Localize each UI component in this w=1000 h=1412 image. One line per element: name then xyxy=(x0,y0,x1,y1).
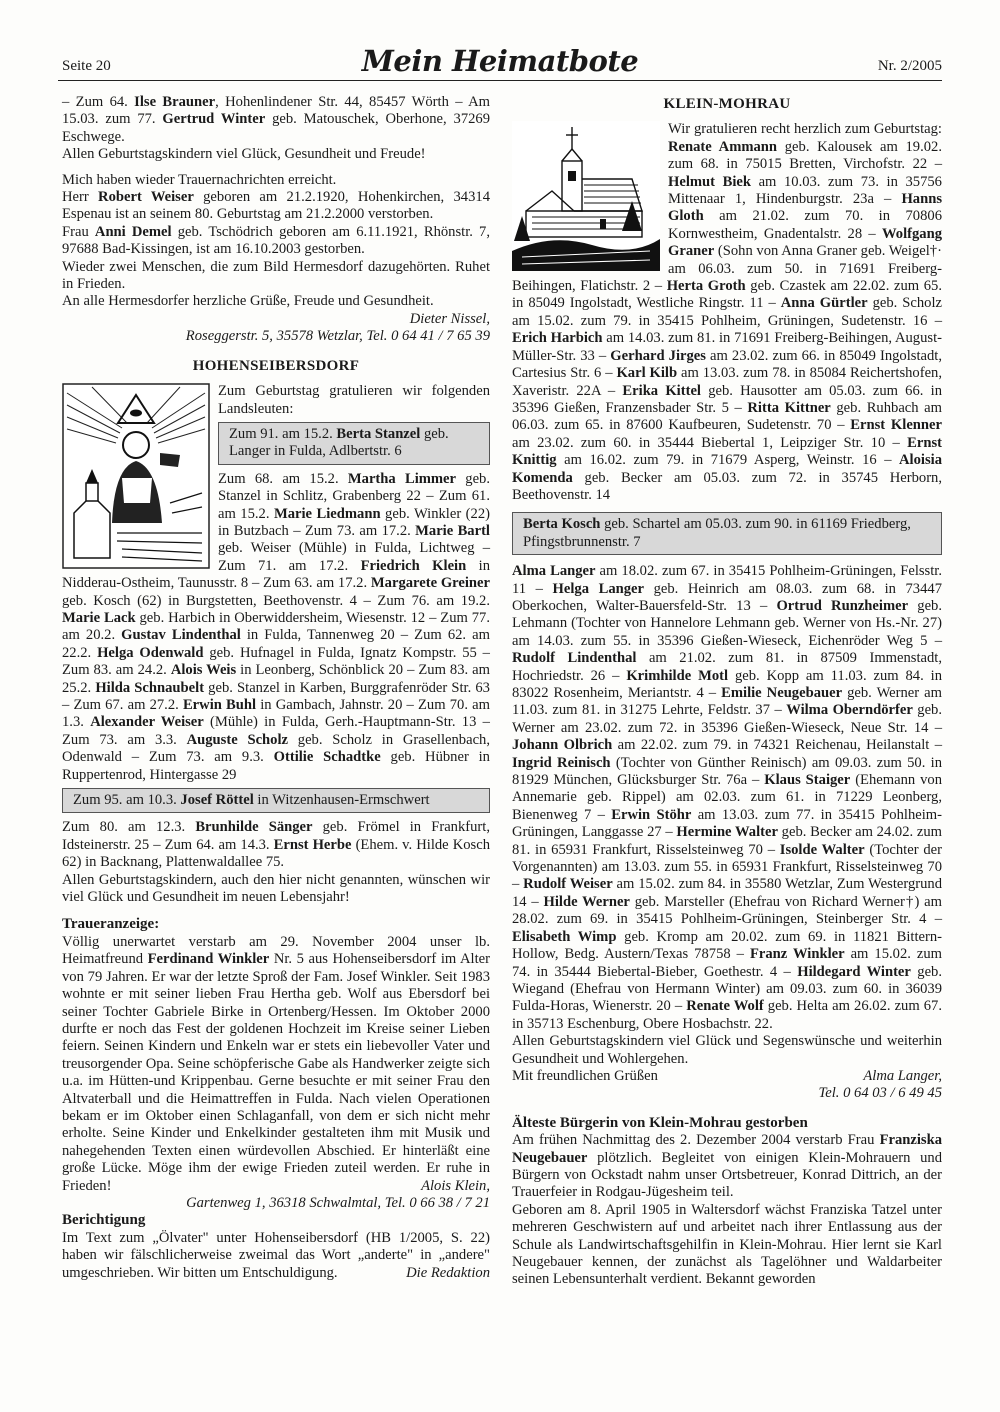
name-highlight: Ernst Klenner xyxy=(850,417,942,434)
name-highlight: Alexander Weiser xyxy=(90,714,204,731)
text-run: geb. Weiser (Mühle) in Fulda, Lichtweg – Zum 71. am 17.2. xyxy=(218,540,490,574)
text-run: am 13.03. zum 77. in 35415 Pohlheim-Grüningen, Langgasse 27 – xyxy=(512,806,942,841)
name-highlight: Berta Kosch xyxy=(523,516,601,533)
name-highlight: Erwin Buhl xyxy=(182,697,257,713)
text-run: Zum 68. am 15.2. xyxy=(218,470,348,487)
name-highlight: Emilie Neugebauer xyxy=(721,685,843,701)
text-run: in Leonberg, Schönblick 20 – Zum 83. am 25.2. xyxy=(62,662,490,696)
text-run: geb. Langer in Fulda, Adlbertstr. 6 xyxy=(229,425,449,460)
name-highlight: Rudolf Weiser xyxy=(523,876,613,893)
name-highlight: Johann Olbrich xyxy=(512,737,613,754)
text-run: geb. Hufnagel in Fulda, Ignatz Kompstr. 55 – Zum 83. am 24.2. xyxy=(62,644,490,679)
name-highlight: Ernst Herbe xyxy=(273,836,352,853)
name-highlight: Gertrud Winter xyxy=(162,111,266,128)
name-highlight: Gerhard Jirges xyxy=(610,347,706,364)
obituary-weiser xyxy=(62,189,490,224)
text-run: Nr. 5 aus Hohenseibersdorf im Alter von 79 Jahren. Er war der letzte Sproß der Fam. Josef Winkler. Seit 1983 wohnte er mit seiner lieben Frau Hertha geb. Wolf aus Ebersdorf bei seiner Tochter Gabriele Birke in Ortenberg/Hessen. Im Oktober 2000 durfte er noch das Fest der goldenen Hochzeit im Kreise seiner Lieben feiern. Seinen Kindern und Enkeln war er stets ein liebevoller Vater und treusorgender Opa. Seine schöpferische Gabe als Handwerker zeigte sich u.a. im Hütten-und Krippenbau. Gerne besuchte er mit seiner Frau den Altvaterball und die Heimattreffen in Fulda. Nach vielen Operationen bekam er im Oktober einen Schlaganfall, von dem er sich nicht mehr erholte. Seine Kinder und Enkelkinder gestalteten ihm mit Musik und nahegehenden Texten einen würdevollen Abschied. Er hinterläßt eine große Lücke. Möge ihm der ewige Frieden zuteil werden. Er ruhe in Frieden! xyxy=(62,951,490,1194)
hohenseibersdorf-birthdays-2 xyxy=(62,819,490,871)
woodcut-church-image xyxy=(512,121,660,271)
name-highlight: Hermine Walter xyxy=(676,824,778,841)
text-run: Wir gratulieren recht herzlich zum Geburtstag: xyxy=(668,121,942,138)
text-run: plötzlich. Begleitet von einigen Klein-Mohrauern und Bürgern von Ockstadt nahm unser Ortsbetreuer, Konrad Dittrich, an der Trauerfeier in Rodgau-Jügesheim teil. xyxy=(512,1149,942,1201)
text-run: geb. Lehmann (Tochter von Hannelore Lehmann geb. Werner von Hs.-Nr. 27) am 14.03. zum 55. in 35396 Gießen-Wieseck, Eichenröder Weg 5 – xyxy=(512,597,943,649)
text-run: am 13.03. zum 78. in 85084 Reichertshofen, Xaveristr. 22A – xyxy=(512,365,943,399)
header-rule xyxy=(58,80,942,81)
text-run: geb. Stanzel in Schlitz, Grabenberg 22 – Zum 61. am 15.2. xyxy=(218,470,490,522)
berichtigung-text: Im Text zum „Ölvater" unter Hohenseibersdorf (HB 1/2005, S. 22) haben wir fälschlicherweise zweimal das Wort „anderte" in „andere" umgeschrieben. Wir bitten um Entschuldigung. xyxy=(62,1229,490,1281)
signature-langer: Alma Langer, xyxy=(863,1067,942,1084)
name-highlight: Marie Lack xyxy=(62,609,136,626)
name-highlight: Hilda Schnaubelt xyxy=(95,679,205,696)
name-highlight: Hildegard Winter xyxy=(797,963,911,980)
text-run: in Gambach, Jahnstr. 20 – Zum 70. am 1.3. xyxy=(62,697,490,731)
text-run: geb. Tschödrich geboren am 6.11.1921, Rhönstr. 7, 97688 Bad-Kissingen, ist am 16.10.2003 gestorben. xyxy=(62,223,491,258)
name-highlight: Elisabeth Wimp xyxy=(512,928,617,945)
text-run: (Ehemann von Annemarie geb. Rippel) am 02.03. zum 61. in 71229 Leonberg, Bienenweg 7 – xyxy=(512,772,942,823)
section-heading-hohenseibersdorf: HOHENSEIBERSDORF xyxy=(192,357,360,374)
name-highlight: Wolfgang Graner xyxy=(668,225,942,260)
berichtigung-heading: Berichtigung xyxy=(62,1212,146,1229)
name-highlight: Franz Winkler xyxy=(749,946,845,963)
name-highlight: Anni Demel xyxy=(94,223,172,240)
traueranzeige-text xyxy=(62,934,490,1195)
name-highlight: Erika Kittel xyxy=(622,382,701,399)
text-run: Herr xyxy=(62,189,99,206)
name-highlight: Franziska Neugebauer xyxy=(512,1132,942,1166)
name-highlight: Helmut Biek xyxy=(668,173,751,190)
name-highlight: Ortrud Runzheimer xyxy=(776,597,909,614)
text-run: geb. Kopp am 11.03. zum 84. in 83022 Rosenheim, Meriantstr. 4 – xyxy=(512,667,942,701)
text-run: geb. Kosch (62) in Burgstetten, Beethovenstr. 4 – Zum 76. am 19.2. xyxy=(62,592,490,609)
berichtigung-signature: Die Redaktion xyxy=(406,1264,490,1281)
name-highlight: Hilde Werner xyxy=(543,893,630,910)
text-run: am 21.02. zum 81. in 87509 Immenstadt, Hochriedstr. 26 – xyxy=(512,650,943,684)
signature-address: Roseggerstr. 5, 35578 Wetzlar, Tel. 0 64 41 / 7 65 39 xyxy=(185,328,490,345)
name-highlight: Isolde Walter xyxy=(779,841,865,858)
text-run: geb. Kalousek am 19.02. zum 68. in 75015 Bretten, Virchofstr. 22 – xyxy=(668,138,942,173)
name-highlight: Wilma Oberndörfer xyxy=(786,702,913,719)
name-highlight: Erwin Stöhr xyxy=(611,806,692,823)
text-run: geb. Ruhbach am 06.03. zum 65. in 87600 Kaufbeuren, Sudetenstr. 70 – xyxy=(512,399,942,434)
text-run: geb. Scholz in Grasellenbach, Odenwald – Zum 73. am 9.3. xyxy=(62,731,490,766)
text-run: geb. Frömel in Frankfurt, Idsteinerstr. 25 – Zum 64. am 14.3. xyxy=(62,819,490,853)
name-highlight: Martha Limmer xyxy=(347,470,457,487)
newspaper-title: Mein Heimatbote xyxy=(361,44,639,78)
name-highlight: Gustav Lindenthal xyxy=(121,627,241,644)
klein-mohrau-birthdays-2 xyxy=(512,563,942,1033)
name-highlight: Alma Langer xyxy=(512,563,596,580)
left-column xyxy=(62,94,490,1282)
text-run: am 10.03. zum 73. in 35756 Mittenaar 1, Hindenburgstr. 23a – xyxy=(668,173,942,208)
name-highlight: Auguste Scholz xyxy=(186,731,289,748)
highlight-box-stanzel xyxy=(218,422,490,465)
text-run: Zum 91. am 15.2. xyxy=(229,425,337,442)
text-run: geb. Marsteller (Ehefrau von Richard Werner†) am 28.02. zum 69. in 35415 Pohlheim-Grüningen, Steinberger Str. 4 – xyxy=(512,893,942,928)
name-highlight: Herta Groth xyxy=(666,278,746,295)
highlight-box-kosch xyxy=(512,512,942,555)
signature-name: Dieter Nissel, xyxy=(409,310,490,327)
name-highlight: Ingrid Reinisch xyxy=(512,754,611,771)
text-run: am 23.02. zum 60. in 35444 Biebertal 1, Leipziger Str. 10 – xyxy=(512,434,908,451)
birthday-wish: Allen Geburtstagskindern viel Glück, Gesundheit und Freude! xyxy=(62,146,426,163)
text-run: geb. Helta am 26.02. zum 67. in 35713 Eschenburg, Obere Hosbachstr. 22. xyxy=(512,998,942,1032)
text-run: – Zum 64. xyxy=(62,94,135,110)
text-run: Zum 95. am 10.3. xyxy=(73,792,181,809)
text-run: geb. Hausotter am 05.03. zum 66. in 35396 Gießen, Franzensbader Str. 5 – xyxy=(512,382,942,416)
birthday-list-continued xyxy=(62,94,490,146)
text-run: geb. Winkler (22) in Butzbach – Zum 73. am 17.2. xyxy=(218,505,490,539)
text-run: , Hohenlindener Str. 44, 85457 Wörth – Am 15.03. zum 77. xyxy=(62,94,490,128)
text-run: am 14.03. zum 81. in 71691 Freiberg-Beihingen, August-Müller-Str. 33 – xyxy=(512,330,942,364)
text-run: geb. Scholz am 15.02. zum 79. in 35415 Pohlheim, Grüningen, Sudetenstr. 16 – xyxy=(512,295,942,329)
klein-mohrau-wish: Allen Geburtstagskindern viel Glück und Segenswünsche und weiterhin Gesundheit und Wohlergehen. xyxy=(512,1033,942,1067)
text-run: Völlig unerwartet verstarb am 29. November 2004 unser lb. Heimatfreund xyxy=(62,933,490,968)
name-highlight: Renate Ammann xyxy=(668,138,778,155)
obituary-intro: Mich haben wieder Trauernachrichten erreicht. xyxy=(62,171,337,188)
name-highlight: Berta Stanzel xyxy=(336,425,421,442)
text-run: geb. Becker am 05.03. zum 72. in 35745 Herborn, Beethovenstr. 14 xyxy=(512,469,942,503)
name-highlight: Ottilie Schadtke xyxy=(273,749,381,766)
name-highlight: Aloisia Komenda xyxy=(512,452,942,486)
name-highlight: Klaus Staiger xyxy=(764,772,851,789)
traueranzeige-signature: Alois Klein, xyxy=(421,1177,490,1194)
name-highlight: Helga Langer xyxy=(552,580,644,597)
text-run: geb. Heinrich am 08.03. zum 68. in 73447 Oberkochen, Walter-Bauersfeld-Str. 13 – xyxy=(512,580,942,614)
name-highlight: Renate Wolf xyxy=(686,998,764,1015)
name-highlight: Margarete Greiner xyxy=(370,575,490,592)
text-run: geb. Kromp am 20.02. zum 69. in 11821 Bittern-Hollow, Bedg. Austern/Texas 78758 – xyxy=(512,928,942,963)
text-run: am 18.02. zum 67. in 35415 Pohlheim-Grüningen, Felsstr. 11 – xyxy=(512,563,942,597)
text-run: (Mühle) in Fulda, Gerh.-Hauptmann-Str. 13 – Zum 73. am 3.3. xyxy=(62,714,490,748)
traueranzeige-heading: Traueranzeige: xyxy=(62,916,160,933)
text-run: (Tochter der Vorgenannten) am 13.03. zum 55. in 65931 Frankfurt, Risselsteinweg 70 – xyxy=(512,841,942,893)
name-highlight: Ferdinand Winkler xyxy=(147,951,270,968)
obituary-neugebauer-1 xyxy=(512,1132,942,1202)
woodcut-saint-image xyxy=(62,383,210,569)
name-highlight: Anna Gürtler xyxy=(780,295,868,312)
issue-number: Nr. 2/2005 xyxy=(877,58,942,74)
obituary-demel xyxy=(62,224,490,259)
section-heading-klein-mohrau: KLEIN-MOHRAU xyxy=(663,96,791,112)
text-run: geb. Werner am 23.02. zum 72. in 35396 Gießen-Wieseck, Neue Str. 14 – xyxy=(512,702,943,736)
text-run: (Ehem. v. Hilde Kosch 62) in Backnang, Plattenwaldallee 75. xyxy=(62,836,491,871)
text-run: geb. Stanzel in Karben, Burggrafenröder Str. 63 – Zum 67. am 27.2. xyxy=(62,679,490,713)
name-highlight: Helga Odenwald xyxy=(97,644,204,661)
hohenseibersdorf-intro: Zum Geburtstag gratulieren wir folgenden Landsleuten: xyxy=(218,383,490,417)
text-run: geb. Harbich in Oberwiddersheim, Wiesenstr. 12 – Zum 77. am 20.2. xyxy=(62,609,490,644)
name-highlight: Hanns Gloth xyxy=(668,191,942,225)
text-run: in Witzenhausen-Ermschwert xyxy=(253,792,430,809)
right-column xyxy=(512,94,942,1289)
name-highlight: Rudolf Lindenthal xyxy=(512,650,637,667)
greeting-line: Mit freundlichen Grüßen xyxy=(512,1067,658,1084)
text-run: geboren am 21.2.1920, Hohenkirchen, 34314 Espenau ist an seinem 80. Geburtstag am 21.2.2000 verstorben. xyxy=(62,189,490,223)
highlight-box-roettel xyxy=(62,788,490,813)
text-run: in Nidderau-Ostheim, Taunusstr. 8 – Zum 63. am 17.2. xyxy=(62,557,491,592)
name-highlight: Ritta Kittner xyxy=(747,399,831,416)
text-run: Am frühen Nachmittag des 2. Dezember 2004 verstarb Frau xyxy=(512,1132,880,1149)
name-highlight: Ilse Brauner xyxy=(134,94,216,110)
text-run: in Fulda, Tannenweg 20 – Zum 62. am 22.2. xyxy=(62,627,490,661)
name-highlight: Brunhilde Sänger xyxy=(195,819,313,836)
name-highlight: Marie Bartl xyxy=(415,522,490,539)
text-run: am 15.02. zum 84. in 35580 Wetzlar, Zum Westergrund 14 – xyxy=(512,876,942,910)
text-run: geb. Becker am 24.02. zum 81. in 65931 Frankfurt, Risselsteinweg 70 – xyxy=(512,824,943,858)
text-run: geb. Czastek am 22.02. zum 65. in 85049 Ingolstadt, Westliche Ringstr. 11 – xyxy=(512,278,942,312)
name-highlight: Friedrich Klein xyxy=(360,557,467,574)
signature-langer-phone: Tel. 0 64 03 / 6 49 45 xyxy=(818,1085,942,1102)
text-run: am 23.02. zum 66. in 85049 Ingolstadt, Cartesius Str. 6 – xyxy=(512,347,942,382)
text-run: am 16.02. zum 79. in 71679 Asperg, Weinstr. 16 – xyxy=(556,452,900,469)
text-run: geb. Wiegand (Ehefrau von Hermann Winter) am 09.03. zum 60. in 36039 Fulda-Horas, Wienerstr. 20 – xyxy=(512,963,942,1015)
text-run: (Sohn von Anna Graner geb. Weigel†· am 06.03. zum 50. in 71691 Freiberg-Beihingen, Flatichstr. 2 – xyxy=(512,243,942,295)
name-highlight: Erich Harbich xyxy=(512,330,603,347)
name-highlight: Krimhilde Motl xyxy=(626,667,729,684)
name-highlight: Ernst Knittig xyxy=(512,434,942,469)
obituary-closing: Wieder zwei Menschen, die zum Bild Hermesdorf dazugehörten. Ruhet in Frieden. xyxy=(62,258,490,293)
text-run: (Tochter von Günther Reinisch) am 09.03. zum 50. in 81929 München, Glücksburger Str. 76a – xyxy=(512,754,942,789)
text-run: geb. Matouschek, Oberhone, 37269 Eschwege. xyxy=(62,111,491,145)
traueranzeige-address: Gartenweg 1, 36318 Schwalmtal, Tel. 0 66 38 / 7 21 xyxy=(186,1194,490,1211)
page-number: Seite 20 xyxy=(62,58,111,74)
text-run: am 21.02. zum 70. in 70806 Kornwestheim, Gnadentalstr. 28 – xyxy=(668,208,942,242)
name-highlight: Josef Röttel xyxy=(180,792,254,809)
name-highlight: Karl Kilb xyxy=(616,365,678,382)
text-run: Zum 80. am 12.3. xyxy=(62,819,196,836)
text-run: Frau xyxy=(62,223,95,240)
obituary-heading-neugebauer: Älteste Bürgerin von Klein-Mohrau gestorben xyxy=(512,1114,808,1131)
text-run: am 22.02. zum 79. in 74321 Reichenau, Heilanstalt – xyxy=(612,737,942,754)
name-highlight: Robert Weiser xyxy=(98,189,194,206)
name-highlight: Marie Liedmann xyxy=(273,505,381,522)
greetings: An alle Hermesdorfer herzliche Grüße, Freude und Gesundheit. xyxy=(62,293,434,310)
name-highlight: Alois Weis xyxy=(170,662,237,679)
text-run: geb. Hübner in Ruppertenrod, Hintergasse 29 xyxy=(62,749,490,783)
text-run: geb. Schartel am 05.03. zum 90. in 61169 Friedberg, Pfingstbrunnenstr. 7 xyxy=(523,516,911,550)
hohenseibersdorf-wish: Allen Geburtstagskindern, auch den hier nicht genannten, wünschen wir viel Glück und Gesundheit im neuen Lebensjahr! xyxy=(62,871,490,906)
obituary-neugebauer-2: Geboren am 8. April 1905 in Waltersdorf wächst Franziska Tatzel unter mehreren Geschwistern auf und arbeitet nach ihrer Entlassung aus der Schule als Landwirtschaftsgehilfin in Klein-Mohrau. Hier lernt sie Karl Neugebauer kennen, der zunächst als Tagelöhner und Waldarbeiter seinen Lebensunterhalt verdient. Bekannt geworden xyxy=(512,1201,942,1288)
text-run: am 15.02. zum 74. in 35444 Biebertal-Bieber, Goethestr. 4 – xyxy=(512,946,942,980)
text-run: geb. Werner am 11.03. zum 81. in 31275 Lehrte, Feldstr. 37 – xyxy=(512,685,942,719)
